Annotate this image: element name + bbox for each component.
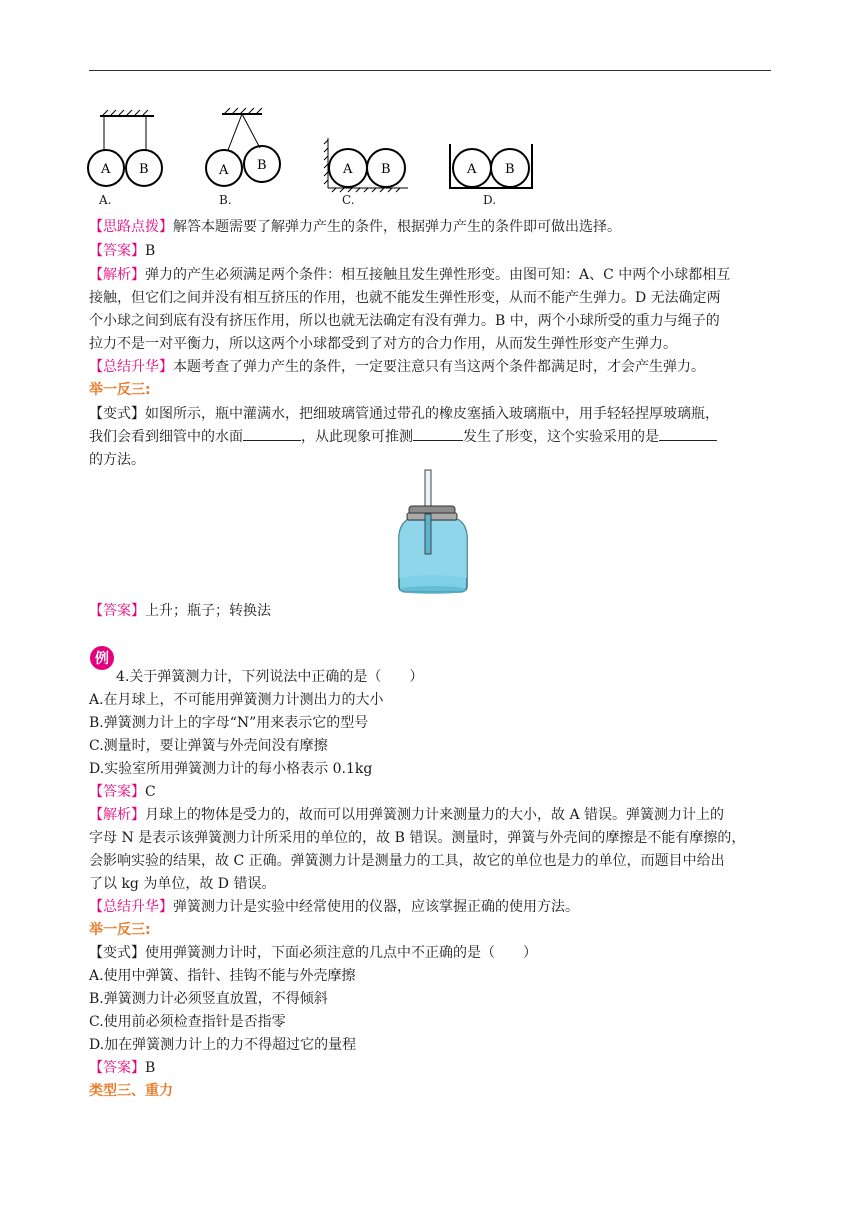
variant-text: 如图所示，瓶中灌满水，把细玻璃管通过带孔的橡皮塞插入玻璃瓶中，用手轻轻捏厚玻璃瓶， (145, 406, 719, 422)
variant-tag: 【变式】 (89, 945, 145, 961)
figure-label-c: C. (342, 193, 355, 207)
ball-a: A (467, 162, 477, 177)
variant-line (89, 942, 537, 964)
summary-tag: 【总结升华】 (89, 899, 173, 915)
summary-line (89, 356, 705, 378)
answer-text: B (145, 243, 156, 259)
example-badge-icon (89, 645, 115, 671)
ball-a: A (219, 163, 229, 178)
answer-tag: 【答案】 (89, 243, 145, 259)
variant-line (89, 403, 719, 425)
variant-option-c: C.使用前必须检查指针是否指零 (89, 1014, 286, 1030)
svg-text:例: 例 (95, 651, 109, 667)
section-heading: 类型三、重力 (89, 1083, 173, 1099)
answer-tag: 【答案】 (89, 1060, 145, 1076)
summary-text: 弹簧测力计是实验中经常使用的仪器，应该掌握正确的使用方法。 (173, 899, 579, 915)
analysis-text: 会影响实验的结果，故 C 正确。弹簧测力计是测量力的工具，故它的单位也是力的单位，而题目中给出 (89, 853, 725, 869)
figure-option-a (88, 110, 162, 186)
figure-label-d: D. (483, 193, 497, 207)
ball-a: A (101, 162, 111, 177)
summary-tag: 【总结升华】 (89, 359, 173, 375)
analysis-text: 个小球之间到底有没有挤压作用，所以也就无法确定有没有弹力。B 中，两个小球所受的重力与绳子的 (89, 313, 720, 329)
answer-text: C (145, 784, 156, 800)
analysis-text: 字母 N 是表示该弹簧测力计所采用的单位的，故 B 错误。测量时，弹簧与外壳间的摩擦是不能有摩擦的， (89, 830, 746, 846)
analysis-tag: 【解析】 (89, 807, 145, 823)
analysis-text: 弹力的产生必须满足两个条件：相互接触且发生弹性形变。由图可知：A、C 中两个小球都相互 (145, 267, 731, 283)
answer-line (89, 781, 156, 803)
answer-text: 上升；瓶子；转换法 (145, 603, 271, 619)
answer-tag: 【答案】 (89, 603, 145, 619)
analysis-line (89, 264, 730, 286)
hint-text: 解答本题需要了解弹力产生的条件，根据弹力产生的条件即可做出选择。 (173, 219, 621, 235)
option-a: A.在月球上，不可能用弹簧测力计测出力的大小 (89, 692, 384, 708)
figure-label-a: A. (99, 193, 112, 207)
ball-a: A (343, 162, 353, 177)
answer-blank[interactable] (413, 426, 463, 441)
figure-label-b: B. (219, 193, 232, 207)
variant-text: 发生了形变，这个实验采用的是 (463, 429, 659, 445)
figure-option-d (450, 144, 532, 188)
question-text: 4.关于弹簧测力计，下列说法中正确的是（ ） (116, 669, 424, 685)
answer-line (89, 240, 155, 262)
option-b: B.弹簧测力计上的字母“N”用来表示它的型号 (89, 715, 369, 731)
answer-blank[interactable] (659, 426, 717, 441)
ball-b: B (505, 162, 515, 177)
analysis-tag: 【解析】 (89, 267, 145, 283)
balls-figure (86, 108, 536, 208)
analysis-text: 月球上的物体是受力的，故而可以用弹簧测力计来测量力的大小，故 A 错误。弹簧测力计上的 (145, 807, 725, 823)
option-c: C.测量时，要让弹簧与外壳间没有摩擦 (89, 738, 328, 754)
section-title: 举一反三: (89, 382, 151, 398)
analysis-text: 拉力不是一对平衡力，所以这两个小球都受到了对方的合力作用，从而发生弹性形变产生弹力。 (89, 336, 677, 352)
ball-b: B (139, 162, 149, 177)
answer-tag: 【答案】 (89, 784, 145, 800)
variant-tag: 【变式】 (89, 406, 145, 422)
figure-option-b (206, 108, 280, 186)
analysis-text: 接触，但它们之间并没有相互挤压的作用，也就不能发生弹性形变，从而不能产生弹力。D 无法确定两 (89, 290, 721, 306)
figure-option-c (324, 138, 408, 192)
variant-line-2 (89, 426, 717, 448)
answer-blank[interactable] (243, 426, 301, 441)
variant-text: 的方法。 (89, 452, 145, 468)
header-rule (89, 70, 771, 71)
section-title: 举一反三: (89, 922, 151, 938)
variant-option-a: A.使用中弹簧、指针、挂钩不能与外壳摩擦 (89, 968, 356, 984)
ball-b: B (381, 162, 391, 177)
variant-answer-line (89, 1057, 155, 1079)
hint-tag: 【思路点拨】 (89, 219, 173, 235)
hint-line (89, 216, 621, 238)
analysis-text: 了以 kg 为单位，故 D 错误。 (89, 876, 276, 892)
variant-answer-line (89, 600, 271, 622)
variant-text: ，从此现象可推测 (301, 429, 413, 445)
variant-option-d: D.加在弹簧测力计上的力不得超过它的量程 (89, 1037, 357, 1053)
answer-text: B (145, 1060, 156, 1076)
analysis-line (89, 804, 724, 826)
summary-line (89, 896, 579, 918)
option-d: D.实验室所用弹簧测力计的每小格表示 0.1kg (89, 761, 373, 777)
variant-text: 我们会看到细管中的水面 (89, 429, 243, 445)
ball-b: B (257, 158, 267, 173)
variant-question: 使用弹簧测力计时，下面必须注意的几点中不正确的是（ ） (145, 945, 537, 961)
bottle-figure (395, 468, 470, 596)
summary-text: 本题考查了弹力产生的条件，一定要注意只有当这两个条件都满足时，才会产生弹力。 (173, 359, 705, 375)
variant-option-b: B.弹簧测力计必须竖直放置，不得倾斜 (89, 991, 328, 1007)
